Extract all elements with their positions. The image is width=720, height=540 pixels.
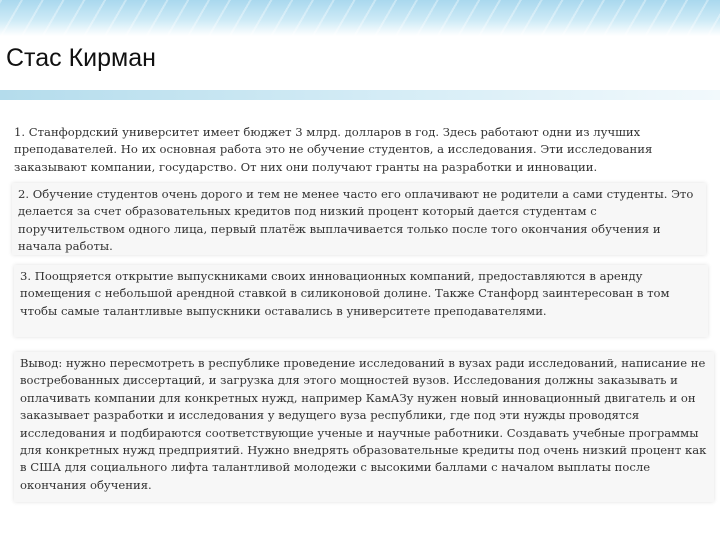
slide-title: Стас Кирман (6, 44, 156, 72)
paragraph-stanford-budget: 1. Станфордский университет имеет бюджет 3 млрд. долларов в год. Здесь работают одни из лучших преподавателей. Но их основная работа это не обучение студентов, а исследования. Эти исследования заказывают компании, государство. От них они получают гранты на разработки и инновации. (6, 121, 706, 176)
paragraph-conclusion: Вывод: нужно пересмотреть в республике проведение исследований в вузах ради исследований, написание не востребованных диссертаций, и загрузка для этого мощностей вузов. Исследования должны заказывать и оплачивать компании для конкретных нужд, например КамАЗу нужен новый инновационный двигатель и он заказывает разработки и исследования у ведущего вуза республики, где под эти нужды проводятся исследования и подбираются соответствующие ученые и научные работники. Создавать учебные программы для конкретных нужд предприятий. Нужно внедрять образовательные кредиты под очень низкий процент как в США для социального лифта талантливой молодежи с высокими баллами с началом выплаты после окончания обучения. (14, 352, 714, 502)
paragraph-student-loans: 2. Обучение студентов очень дорого и тем не менее часто его оплачивают не родители а сами студенты. Это делается за счет образовательных кредитов под низкий процент который дается студентам с поручительством одного лица, первый платёж выплачивается только после того окончания обучения и начала работы. (12, 183, 706, 255)
title-divider (0, 90, 720, 100)
header-decoration (0, 0, 720, 36)
paragraph-graduate-companies: 3. Поощряется открытие выпускниками своих инновационных компаний, предоставляются в аренду помещения с небольшой арендной ставкой в силиконовой долине. Также Станфорд заинтересован в том чтобы самые талантливые выпускники оставались в университете преподавателями. (14, 265, 708, 337)
